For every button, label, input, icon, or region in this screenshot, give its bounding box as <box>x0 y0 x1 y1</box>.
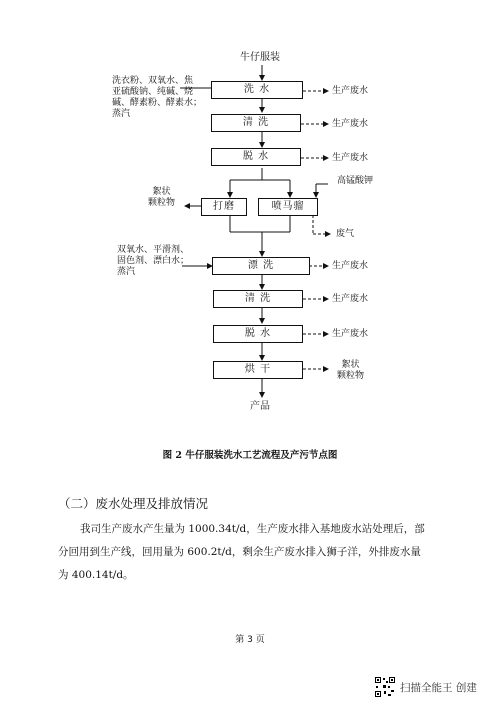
section-heading: （二）废水处理及排放情况 <box>58 496 209 511</box>
step-spray-box: 喷马骝 <box>258 198 318 216</box>
figure-caption: 图 2 牛仔服装洗水工艺流程及产污节点图 <box>162 450 338 461</box>
scanner-text: 扫描全能王 创建 <box>400 682 477 694</box>
step-rinse2-box: 清 洗 <box>213 290 303 308</box>
step-rinse-box: 清 洗 <box>211 114 301 132</box>
step-dewater-output: 生产废水 <box>332 153 369 163</box>
step-dry-output: 絮状 颗粒物 <box>337 360 365 381</box>
paragraph-line-1: 我司生产废水产生量为 1000.34t/d，生产废水排入基地废水站处理后，部 <box>80 523 425 535</box>
page-number: 第 3 页 <box>235 635 265 645</box>
spray-input-label: 高锰酸钾 <box>337 176 374 186</box>
step-dewater2-box: 脱 水 <box>213 325 303 343</box>
input-jeans-label: 牛仔服装 <box>240 52 280 63</box>
step-grind-box: 打磨 <box>201 198 247 216</box>
paragraph-line-2: 分回用到生产线，回用量为 600.2t/d，剩余生产废水排入狮子洋，外排废水量 <box>58 546 421 558</box>
step-wash-output: 生产废水 <box>332 86 369 96</box>
step-dewater-box: 脱 水 <box>211 148 301 166</box>
grind-output-label: 絮状 颗粒物 <box>148 187 176 208</box>
product-label: 产品 <box>250 401 270 412</box>
step-dry-box: 烘 干 <box>213 361 303 379</box>
paragraph-line-3: 为 400.14t/d。 <box>58 569 134 581</box>
spray-output-label: 废气 <box>336 229 355 239</box>
step-bleach-output: 生产废水 <box>332 261 369 271</box>
step-dewater2-output: 生产废水 <box>332 329 369 339</box>
qr-code-icon <box>374 676 396 698</box>
step-rinse-output: 生产废水 <box>332 119 369 129</box>
step-bleach-box: 漂 洗 <box>212 257 310 275</box>
bleach-inputs-label: 双氧水、平滑剂、 固色剂、漂白水； 蒸汽 <box>117 245 190 277</box>
wash-inputs-label: 洗衣粉、双氧水、焦 亚硫酸钠、纯碱、烧 碱、酵素粉、酵素水； 蒸汽 <box>112 76 203 119</box>
scanner-watermark <box>374 676 494 700</box>
step-rinse2-output: 生产废水 <box>332 294 369 304</box>
step-wash-box: 洗 水 <box>211 81 303 99</box>
